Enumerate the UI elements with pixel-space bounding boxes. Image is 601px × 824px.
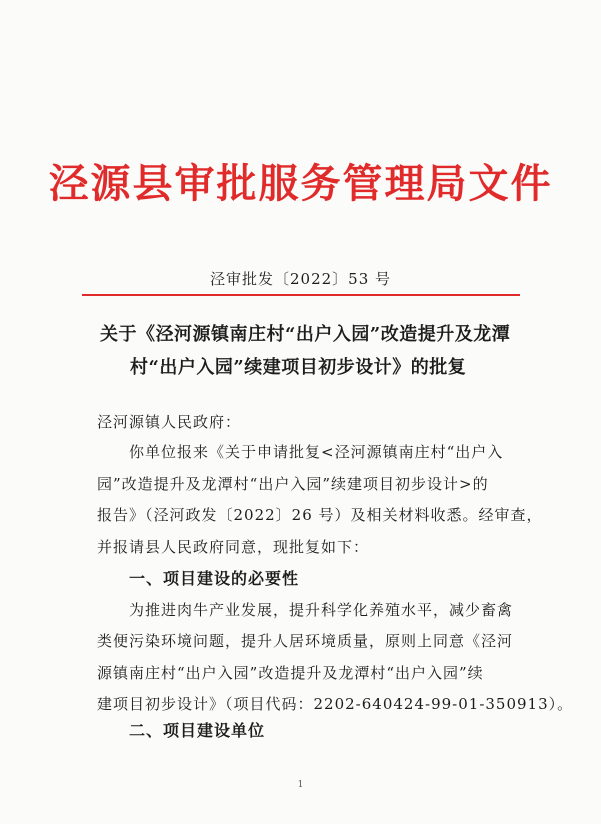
page-number: 1 (297, 780, 304, 790)
section-2-heading: 二、项目建设单位 (129, 721, 266, 740)
document-number: 泾审批发〔2022〕53 号 (209, 270, 392, 288)
paragraph-1-line: 报告》（泾河政发〔2022〕26 号）及相关材料收悉。经审查， (97, 506, 543, 524)
paragraph-1-line: 你单位报来《关于申请批复<泾河源镇南庄村“出户入 (129, 443, 504, 461)
document-subject (100, 318, 530, 384)
addressee: 泾河源镇人民政府： (97, 413, 242, 431)
paragraph-1-line: 园”改造提升及龙潭村“出户入园”续建项目初步设计>的 (97, 474, 489, 493)
document-body (97, 437, 574, 721)
paragraph-2-line: 类便污染环境问题，提升人居环境质量，原则上同意《泾河 (97, 632, 514, 650)
paragraph-2-line: 为推进肉牛产业发展，提升科学化养殖水平，减少畜禽 (129, 600, 514, 619)
subject-line-2: 村“出户入园”续建项目初步设计》的批复 (130, 357, 467, 378)
section-1-heading: 一、项目建设的必要性 (129, 569, 300, 588)
paragraph-2-line: 建项目初步设计》（项目代码：2202-640424-99-01-350913）。 (97, 695, 574, 713)
header-divider (82, 294, 520, 296)
paragraph-2-line: 源镇南庄村“出户入园”改造提升及龙潭村“出户入园”续 (97, 663, 484, 682)
paragraph-1-line: 并报请县人民政府同意，现批复如下： (97, 537, 370, 556)
document-header-title: 泾源县审批服务管理局文件 (48, 160, 553, 207)
subject-line-1: 关于《泾河源镇南庄村“出户入园”改造提升及龙潭 (100, 324, 511, 345)
